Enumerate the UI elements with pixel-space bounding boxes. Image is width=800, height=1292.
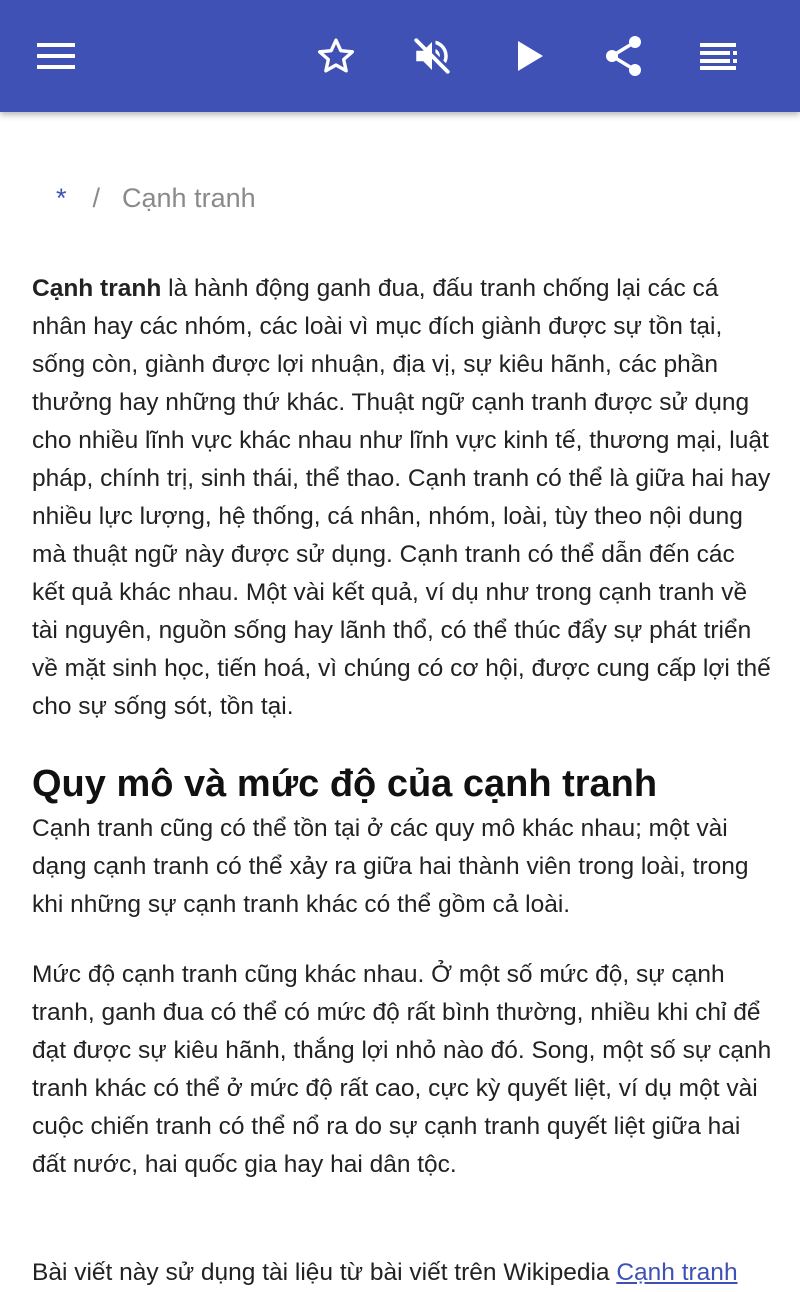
intro-term: Cạnh tranh (32, 275, 162, 302)
breadcrumb-separator: / (92, 182, 101, 213)
intro-paragraph (32, 270, 772, 726)
share-button[interactable] (599, 31, 649, 81)
bookmark-button[interactable] (311, 31, 361, 81)
section-heading: Quy mô và mức độ của cạnh tranh (32, 763, 658, 805)
playlist-icon (700, 42, 740, 70)
section-paragraph-1: Cạnh tranh cũng có thể tồn tại ở các quy mô khác nhau; một vài dạng cạnh tranh có thể xảy ra giữa hai thành viên trong loài, trong khi những sự cạnh tranh khác có thể gồm cả loài. (32, 815, 749, 918)
share-icon (604, 35, 644, 77)
article-content (32, 112, 772, 1292)
playlist-button[interactable] (695, 31, 745, 81)
breadcrumb-current: Cạnh tranh (122, 182, 256, 213)
attribution-text: Bài viết này sử dụng tài liệu từ bài viết trên Wikipedia (32, 1259, 617, 1286)
attribution-paragraph (32, 1254, 772, 1292)
star-outline-icon (316, 36, 356, 76)
play-icon (515, 40, 545, 72)
section-paragraph-2: Mức độ cạnh tranh cũng khác nhau. Ở một số mức độ, sự cạnh tranh, ganh đua có thể có mức độ rất bình thường, nhiều khi chỉ để đạt được sự kiêu hãnh, thắng lợi nhỏ nào đó. Song, một số sự cạnh tranh khác có thể ở mức độ rất cao, cực kỳ quyết liệt, ví dụ một vài cuộc chiến tranh có thể nổ ra do sự cạnh tranh quyết liệt giữa hai đất nước, hai quốc gia hay hai dân tộc. (32, 961, 772, 1178)
mute-button[interactable] (407, 31, 457, 81)
volume-off-icon (411, 35, 453, 77)
menu-button[interactable] (31, 31, 81, 81)
wikipedia-link[interactable]: Cạnh tranh (616, 1259, 738, 1286)
breadcrumb (32, 182, 772, 214)
intro-text: là hành động ganh đua, đấu tranh chống lại các cá nhân hay các nhóm, các loài vì mục đích giành được sự tồn tại, sống còn, giành được lợi nhuận, địa vị, sự kiêu hãnh, các phần thưởng hay những thứ khác. Thuật ngữ cạnh tranh được sử dụng cho nhiều lĩnh vực khác nhau như lĩnh vực kinh tế, thương mại, luật pháp, chính trị, sinh thái, thể thao. Cạnh tranh có thể là giữa hai hay nhiều lực lượng, hệ thống, cá nhân, nhóm, loài, tùy theo nội dung mà thuật ngữ này được sử dụng. Cạnh tranh có thể dẫn đến các kết quả khác nhau. Một vài kết quả, ví dụ như trong cạnh tranh về tài nguyên, nguồn sống hay lãnh thổ, có thể thúc đẩy sự phát triển về mặt sinh học, tiến hoá, vì chúng có cơ hội, được cung cấp lợi thế cho sự sống sót, tồn tại. (32, 275, 771, 720)
app-bar (0, 0, 800, 112)
menu-icon (37, 43, 75, 69)
breadcrumb-home-link[interactable]: * (56, 182, 67, 213)
play-button[interactable] (505, 31, 555, 81)
